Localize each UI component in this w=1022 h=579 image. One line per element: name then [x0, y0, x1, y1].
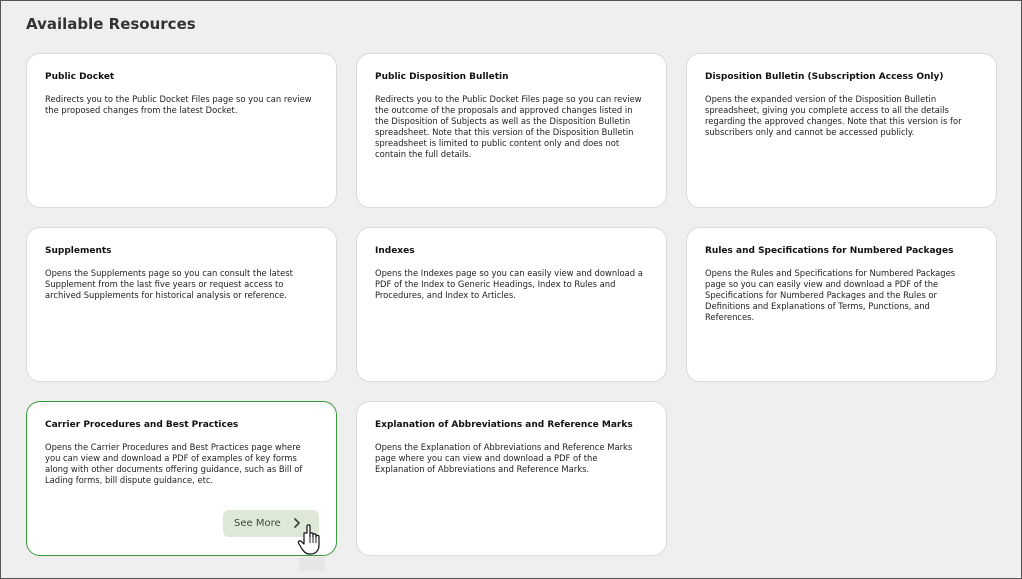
card-title: Disposition Bulletin (Subscription Access Only) — [705, 72, 944, 82]
card-title: Public Disposition Bulletin — [375, 72, 509, 82]
see-more-label: See More — [234, 518, 281, 529]
card-description: Opens the expanded version of the Disposition Bulletin spreadsheet, giving you complete access to all the details regarding the approved changes. Note that this version is for subscribers only and cannot be accessed publicly. — [705, 94, 962, 137]
resource-card-abbreviations[interactable] — [356, 401, 667, 556]
card-title: Carrier Procedures and Best Practices — [45, 420, 239, 430]
card-description: Opens the Indexes page so you can easily view and download a PDF of the Index to Generic Headings, Index to Rules and Procedures, and Index to Articles. — [375, 268, 643, 300]
resource-card-rules-specifications[interactable] — [686, 227, 997, 382]
card-title: Indexes — [375, 246, 415, 256]
card-description: Redirects you to the Public Docket Files page so you can review the outcome of the proposals and approved changes listed in the Disposition of Subjects as well as the Disposition Bulletin spreadsheet. Note that this version of the Disposition Bulletin spreadsheet is limited to public content only and does not contain the full details. — [375, 94, 642, 159]
resource-card-public-docket[interactable] — [26, 53, 337, 208]
card-title: Rules and Specifications for Numbered Packages — [705, 246, 954, 256]
card-description: Redirects you to the Public Docket Files page so you can review the proposed changes from the latest Docket. — [45, 94, 312, 115]
ghost-artifact — [299, 557, 325, 571]
card-title: Supplements — [45, 246, 112, 256]
card-description: Opens the Explanation of Abbreviations and Reference Marks page where you can view and download a PDF of the Explanation of Abbreviations and Reference Marks. — [375, 442, 633, 474]
resource-card-public-disposition-bulletin[interactable] — [356, 53, 667, 208]
resource-card-supplements[interactable] — [26, 227, 337, 382]
page-title: Available Resources — [26, 15, 196, 33]
resource-card-indexes[interactable] — [356, 227, 667, 382]
hand-pointer-icon — [297, 523, 327, 557]
resource-card-carrier-procedures[interactable] — [26, 401, 337, 556]
card-description: Opens the Carrier Procedures and Best Practices page where you can view and download a PDF of examples of key forms along with other documents offering guidance, such as Bill of Lading forms, bill dispute guidance, etc. — [45, 442, 303, 485]
card-title: Public Docket — [45, 72, 115, 82]
card-description: Opens the Rules and Specifications for Numbered Packages page so you can easily view and download a PDF of the Specifications for Numbered Packages and the Rules or Definitions and Explanations of Terms, Punctions, and References. — [705, 268, 956, 322]
resource-card-disposition-bulletin-subscription[interactable] — [686, 53, 997, 208]
card-description: Opens the Supplements page so you can consult the latest Supplement from the last five years or request access to archived Supplements for historical analysis or reference. — [45, 268, 293, 300]
card-title: Explanation of Abbreviations and Reference Marks — [375, 420, 633, 430]
